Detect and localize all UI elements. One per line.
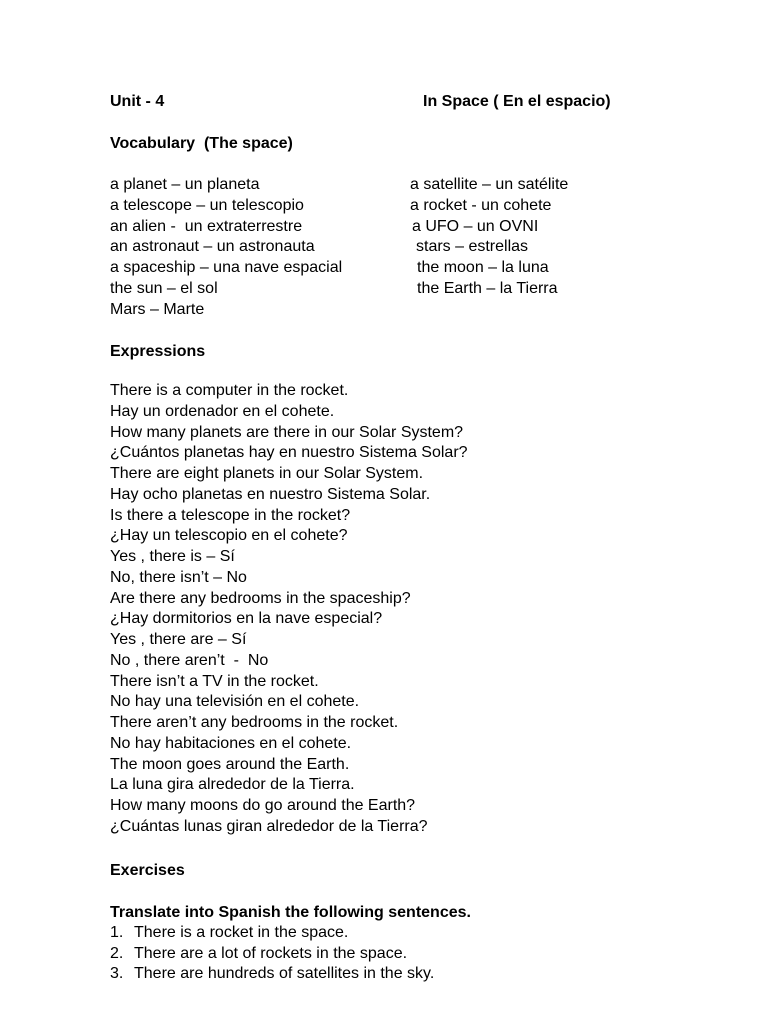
expression-line: There isn’t a TV in the rocket. [110,672,319,690]
vocab-row [110,279,710,300]
exercise-number: 2. [110,944,124,962]
expression-line: ¿Hay dormitorios en la nave especial? [110,610,383,628]
exercise-text: There are a lot of rockets in the space. [134,944,408,962]
expression-line: ¿Cuántos planetas hay en nuestro Sistema Solar? [110,444,468,462]
exercise-text: There are hundreds of satellites in the sky. [134,965,435,983]
expression-line: No hay habitaciones en el cohete. [110,734,352,752]
expression-line: There are eight planets in our Solar System. [110,465,424,482]
expression-line: There is a computer in the rocket. [110,382,349,399]
exercises-instruction: Translate into Spanish the following sentences. [110,904,471,921]
vocab-row [110,237,710,258]
vocab-item: stars – estrellas [416,238,529,255]
vocab-item: an alien - un extraterrestre [110,218,303,235]
exercise-number: 3. [110,965,124,983]
expressions-list [110,381,468,838]
vocab-item: a rocket - un cohete [410,197,552,214]
vocab-item: a satellite – un satélite [410,176,569,193]
expression-line: No, there isn’t – No [110,568,247,586]
vocab-row [110,196,710,217]
expression-line: La luna gira alrededor de la Tierra. [110,776,355,794]
vocab-item: Mars – Marte [110,301,205,318]
unit-label: Unit - 4 [110,93,165,110]
vocab-item: the moon – la luna [417,259,549,276]
vocab-item: an astronaut – un astronauta [110,238,315,255]
expression-line: Yes , there is – Sí [110,548,235,565]
expression-line: There aren’t any bedrooms in the rocket. [110,714,399,731]
exercises-heading: Exercises [110,862,185,879]
vocab-row [110,175,710,196]
page-title: In Space ( En el espacio) [423,93,611,110]
vocab-row [110,217,710,238]
vocab-item: a telescope – un telescopio [110,197,304,214]
expression-line: No , there aren’t - No [110,651,269,669]
exercises-list [110,923,434,985]
exercise-item [110,964,434,985]
vocab-item: a UFO – un OVNI [412,218,539,235]
expression-line: Hay un ordenador en el cohete. [110,402,335,420]
expression-line: The moon goes around the Earth. [110,755,350,773]
expression-line: Hay ocho planetas en nuestro Sistema Solar. [110,485,431,503]
vocab-item: the Earth – la Tierra [417,280,558,297]
expression-line: ¿Hay un telescopio en el cohete? [110,527,348,545]
vocab-item: a spaceship – una nave espacial [110,259,343,276]
expression-line: Yes , there are – Sí [110,631,247,648]
vocab-item: the sun – el sol [110,280,218,297]
exercise-item [110,944,434,965]
exercise-number: 1. [110,924,124,941]
vocab-row [110,300,710,321]
vocabulary-heading: Vocabulary (The space) [110,135,293,152]
vocab-row [110,258,710,279]
expressions-heading: Expressions [110,343,206,360]
expression-line: How many moons do go around the Earth? [110,797,416,814]
expression-line: How many planets are there in our Solar System? [110,423,464,441]
exercise-text: There is a rocket in the space. [134,924,349,941]
expression-line: Are there any bedrooms in the spaceship? [110,589,411,607]
exercise-item [110,923,434,944]
expression-line: ¿Cuántas lunas giran alrededor de la Tierra? [110,817,428,835]
vocab-item: a planet – un planeta [110,176,260,193]
expression-line: Is there a telescope in the rocket? [110,506,351,524]
expression-line: No hay una televisión en el cohete. [110,693,360,711]
